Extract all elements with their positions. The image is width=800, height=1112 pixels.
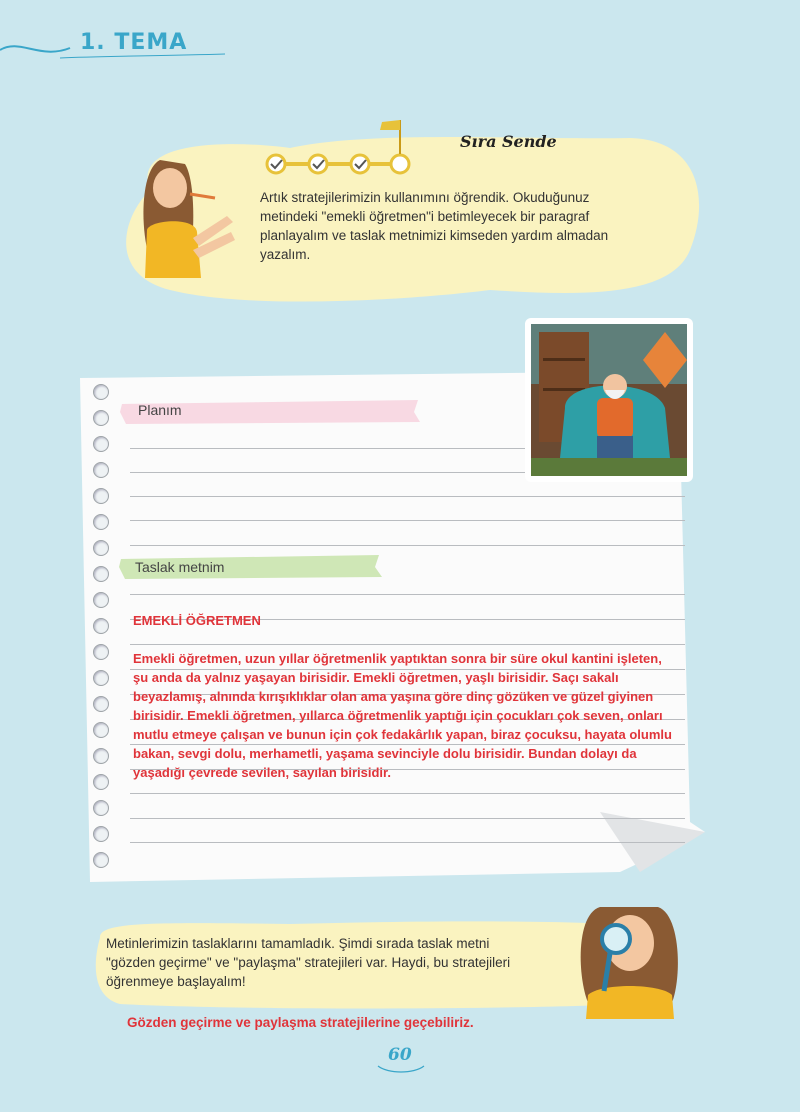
binder-hole [93, 462, 109, 478]
intro-text: Artık stratejilerimizin kullanımını öğrendik. Okuduğunuz metindeki "emekli öğretmen"i betimleyecek bir paragraf planlayalım ve taslak metnimizi kimseden yardım almadan yazalım. [260, 190, 609, 262]
ruled-line [130, 520, 685, 521]
magnifier-girl-illustration [570, 895, 690, 1020]
draft-label: Taslak metnim [135, 559, 225, 575]
ruled-line [130, 545, 685, 546]
pencil-girl-illustration [135, 150, 250, 280]
binder-hole [93, 800, 109, 816]
binder-hole [93, 488, 109, 504]
binder-hole [93, 436, 109, 452]
binder-hole [93, 618, 109, 634]
ruled-line [130, 793, 685, 794]
ruled-line [130, 842, 685, 843]
binder-hole [93, 644, 109, 660]
flag-icon [380, 120, 400, 154]
section-title: Sıra Sende [460, 132, 557, 151]
binder-hole [93, 696, 109, 712]
check-icon [267, 155, 285, 173]
binder-hole [93, 566, 109, 582]
draft-body: Emekli öğretmen, uzun yıllar öğretmenlik yaptıktan sonra bir süre okul kantini işleten, şu anda da yalnız yaşayan birisidir. Emekli öğretmen, yaşlı birisidir. Saçı sakalı beyazlamış, alnında kırışıklıklar olan ama yaşına göre dinç gözüken ve güzel giyinen birisidir. Emekli öğretmen, yıllarca öğretmenlik yaptığı için çocukları çok seven, onları mutlu etmeye çalışan ve bunun için çok fedakârlık yapan, biraz çocuksu, hayata olumlu bakan, sevgi dolu, merhametli, yaşama sevinciyle dolu birisidir. Bundan dolayı da yaşadığı çevrede sevilen, sayılan birisidir. [133, 651, 672, 780]
theme-title: 1. TEMA [80, 30, 188, 55]
page-number: 60 [388, 1045, 412, 1065]
binder-hole [93, 670, 109, 686]
binder-hole [93, 592, 109, 608]
binder-hole [93, 774, 109, 790]
binder-hole [93, 410, 109, 426]
progress-path [262, 116, 422, 176]
check-icon [309, 155, 327, 173]
check-icon [351, 155, 369, 173]
binder-hole [93, 722, 109, 738]
ruled-line [130, 818, 685, 819]
final-note: Gözden geçirme ve paylaşma stratejilerine geçebiliriz. [127, 1015, 474, 1030]
page-number-swirl [376, 1062, 426, 1074]
binder-hole [93, 748, 109, 764]
ruled-line [130, 594, 685, 595]
binder-hole [93, 540, 109, 556]
outro-text: Metinlerimizin taslaklarını tamamladık. Şimdi sırada taslak metni "gözden geçirme" ve "paylaşma" stratejileri var. Haydi, bu stratejileri öğrenmeye başlayalım! [106, 936, 511, 989]
binder-hole [93, 514, 109, 530]
ruled-line [130, 496, 685, 497]
draft-title: EMEKLİ ÖĞRETMEN [133, 613, 261, 628]
plan-label: Planım [138, 402, 182, 418]
teacher-photo [525, 318, 693, 482]
binder-hole [93, 852, 109, 868]
binder-hole [93, 826, 109, 842]
binder-hole [93, 384, 109, 400]
ruled-line [130, 644, 685, 645]
